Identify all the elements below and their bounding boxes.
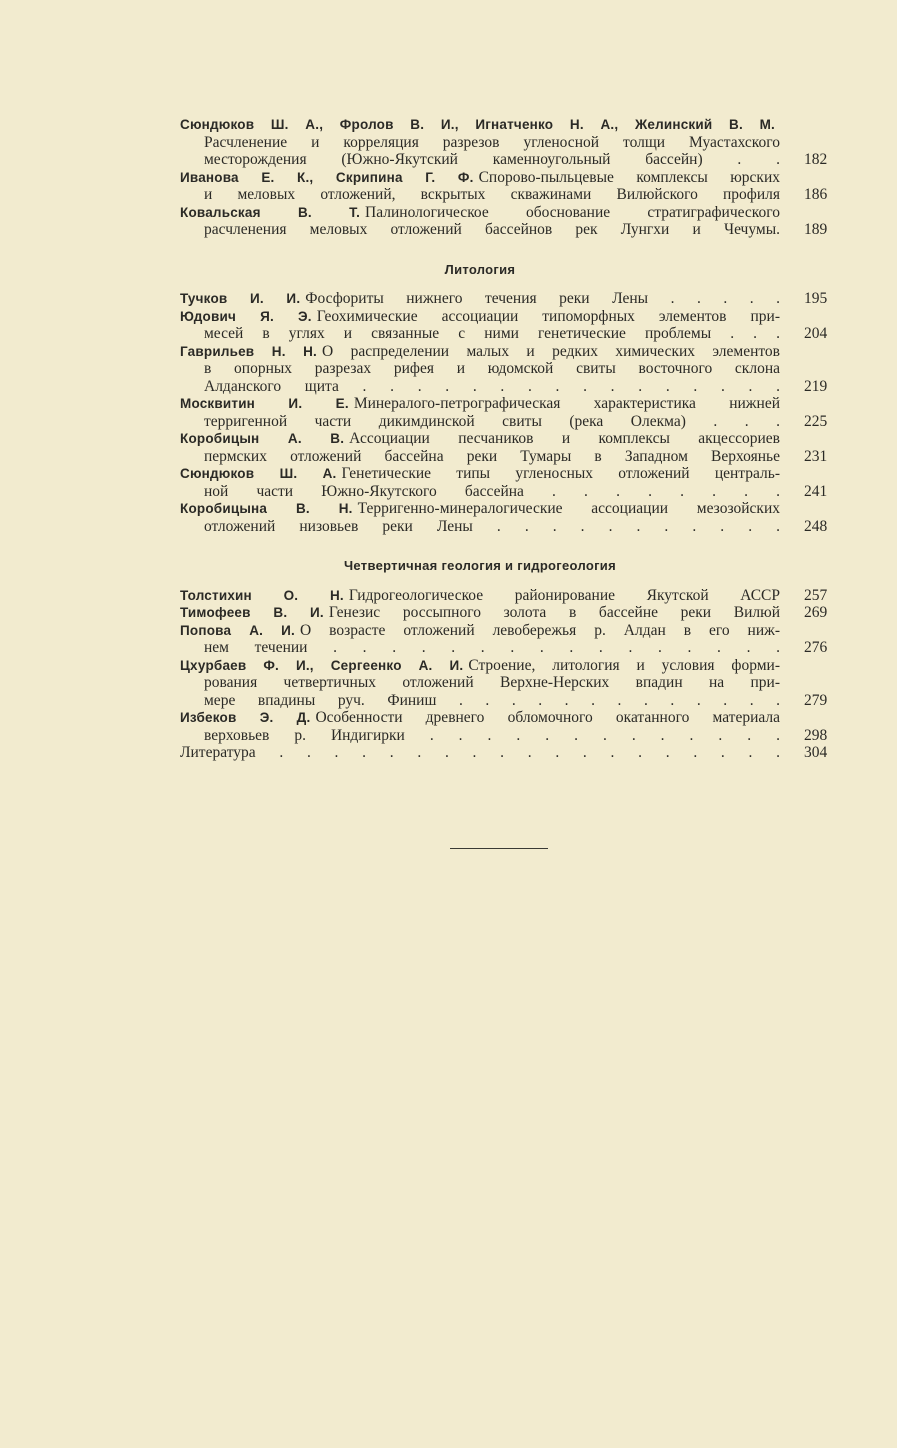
entry-authors: Тимофеев В. И. xyxy=(180,605,324,620)
spacer xyxy=(180,575,780,587)
page-number: 269 xyxy=(804,604,828,621)
page-number: 195 xyxy=(804,290,828,307)
entry-title-text: Строение, литология и условия форми- xyxy=(468,656,780,674)
page-number: 276 xyxy=(804,639,828,656)
entry-title-text: Ассоциации песчаников и комплексы акцессориев xyxy=(349,430,780,447)
toc-line xyxy=(180,430,780,448)
toc-entry xyxy=(180,168,828,204)
toc-line xyxy=(180,308,780,326)
entry-title-text: пермских отложений бассейна реки Тумары в Западном Верхоянье xyxy=(204,447,780,465)
toc-line xyxy=(180,517,828,536)
entry-title-text: Расчленение и корреляция разрезов угленосной толщи Муастахского xyxy=(204,133,780,151)
entry-title-text: расчленения меловых отложений бассейнов рек Лунгхи и Чечумы. xyxy=(204,221,780,238)
page-number: 186 xyxy=(804,186,828,203)
entry-title-text: Генезис россыпного золота в бассейне реки Вилюй xyxy=(328,604,780,621)
toc-line xyxy=(180,134,780,152)
toc-entry xyxy=(180,290,828,308)
toc-line xyxy=(180,465,780,483)
entry-authors: Иванова Е. К., Скрипина Г. Ф. xyxy=(180,169,474,185)
entry-authors: Коробицына В. Н. xyxy=(180,501,353,516)
spacer xyxy=(180,278,780,290)
toc-line xyxy=(180,395,780,413)
toc-line xyxy=(180,186,828,204)
page-number: 248 xyxy=(804,517,828,535)
entry-title-text: Палинологическое обоснование стратиграфического xyxy=(365,203,780,221)
toc-line xyxy=(180,482,828,501)
entry-title-text: Спорово-пыльцевые комплексы юрских xyxy=(478,168,780,186)
entry-authors: Цхурбаев Ф. И., Сергеенко А. И. xyxy=(180,657,464,673)
closing-rule xyxy=(450,848,548,849)
entry-authors: Избеков Э. Д. xyxy=(180,710,311,725)
section-heading: Литология xyxy=(444,261,516,277)
toc-entry xyxy=(180,656,828,710)
toc-line xyxy=(180,657,780,675)
toc-entry xyxy=(180,586,828,605)
spacer xyxy=(180,535,780,557)
entry-authors: Москвитин И. Е. xyxy=(180,396,349,411)
toc-line xyxy=(180,709,780,727)
section-heading: Четвертичная геология и гидрогеология xyxy=(344,558,616,573)
table-of-contents xyxy=(180,116,828,762)
entry-authors: Гаврильев Н. Н. xyxy=(180,343,318,359)
toc-entry xyxy=(180,116,828,169)
toc-line xyxy=(180,325,828,343)
entry-title-text: Минералого-петрографическая характеристика нижней xyxy=(353,395,780,412)
toc-entry xyxy=(180,203,828,239)
page-number: 182 xyxy=(804,151,828,168)
entry-title-text: месей в углях и связанные с ними генетические проблемы . . . xyxy=(204,325,780,342)
toc-entry xyxy=(180,430,828,465)
toc-line xyxy=(180,377,828,396)
toc-line xyxy=(180,622,780,640)
entry-title-text: Гидрогеологическое районирование Якутской АССР xyxy=(348,586,781,604)
entry-title-text: Геохимические ассоциации типоморфных элементов при- xyxy=(316,307,780,325)
page-number: 298 xyxy=(804,726,828,744)
entry-title-text: рования четвертичных отложений Верхне-Нерских впадин на при- xyxy=(204,674,780,691)
toc-line xyxy=(180,726,828,745)
toc-line xyxy=(180,204,780,222)
entry-authors: Сюндюков Ш. А., Фролов В. И., Игнатченко Н. А., Желинский В. М. xyxy=(180,117,775,132)
page-number: 204 xyxy=(804,325,828,342)
entry-authors: Коробицын А. В. xyxy=(180,431,345,446)
entry-title-text: О распределении малых и редких химических элементов xyxy=(322,342,781,360)
toc-entry xyxy=(180,395,828,430)
page-number: 279 xyxy=(804,691,828,709)
entry-title-text: месторождения (Южно-Якутский каменноугольный бассейн) . . xyxy=(204,151,780,168)
toc-line xyxy=(180,674,780,692)
entry-title-text: Особенности древнего обломочного окатанного материала xyxy=(315,709,780,726)
entry-authors: Толстихин О. Н. xyxy=(180,587,344,603)
page-number: 304 xyxy=(804,744,828,761)
entry-title-text: и меловых отложений, вскрытых скважинами Вилюйского профиля xyxy=(204,186,780,203)
page-number: 231 xyxy=(804,447,828,465)
spacer xyxy=(180,239,780,261)
toc-entry xyxy=(180,500,828,535)
toc-line xyxy=(180,586,828,605)
toc-line xyxy=(180,343,780,361)
page-number: 257 xyxy=(804,586,828,604)
toc-entry xyxy=(180,621,828,657)
toc-line xyxy=(180,604,828,622)
toc-entry xyxy=(180,709,828,744)
entry-title-text: Терригенно-минералогические ассоциации мезозойских xyxy=(357,500,780,517)
entry-title-text: отложений низовьев реки Лены . . . . . . . . . . . xyxy=(204,517,780,535)
toc-entry xyxy=(180,465,828,500)
toc-entry xyxy=(180,307,828,343)
entry-title-text: терригенной части дикимдинской свиты (река Олекма) . . . xyxy=(204,412,780,430)
entry-title-text: мере впадины руч. Финиш . . . . . . . . . . . . . xyxy=(204,691,780,709)
entry-authors: Тучков И. И. xyxy=(180,291,301,306)
page-number: 241 xyxy=(804,482,828,500)
toc-line xyxy=(180,151,828,169)
entry-title-text: Литература . . . . . . . . . . . . . . . . . . . xyxy=(180,744,780,761)
toc-line xyxy=(180,500,780,518)
entry-authors: Юдович Я. Э. xyxy=(180,308,312,324)
page-number: 219 xyxy=(804,377,828,395)
entry-title-text: О возрасте отложений левобережья р. Алдан в его ниж- xyxy=(299,621,780,639)
toc-line xyxy=(180,169,780,187)
toc-line xyxy=(180,116,780,134)
entry-authors: Попова А. И. xyxy=(180,622,295,638)
entry-authors: Ковальская В. Т. xyxy=(180,204,361,220)
entry-title-text: Фосфориты нижнего течения реки Лены . . . . . xyxy=(305,290,780,307)
toc-line xyxy=(180,221,828,239)
toc-line xyxy=(180,360,780,378)
entry-title-text: верховьев р. Индигирки . . . . . . . . . . . . . xyxy=(204,726,780,744)
toc-line xyxy=(180,744,828,762)
toc-entry xyxy=(180,744,828,762)
entry-authors: Сюндюков Ш. А. xyxy=(180,466,337,481)
toc-line xyxy=(180,639,828,657)
entry-title-text: ной части Южно-Якутского бассейна . . . . . . . . xyxy=(204,482,780,500)
page-number: 225 xyxy=(804,412,828,430)
toc-line xyxy=(180,447,828,466)
toc-line xyxy=(180,412,828,431)
entry-title-text: в опорных разрезах рифея и юдомской свиты восточного склона xyxy=(204,360,780,377)
toc-entry xyxy=(180,342,828,396)
entry-title-text: нем течении . . . . . . . . . . . . . . . . xyxy=(204,639,780,656)
toc-entry xyxy=(180,604,828,622)
toc-line xyxy=(180,290,828,308)
entry-title-text: Генетические типы угленосных отложений централь- xyxy=(341,465,780,482)
toc-line xyxy=(180,691,828,710)
entry-title-text: Алданского щита . . . . . . . . . . . . . . . . xyxy=(204,377,780,395)
page-number: 189 xyxy=(804,221,828,238)
